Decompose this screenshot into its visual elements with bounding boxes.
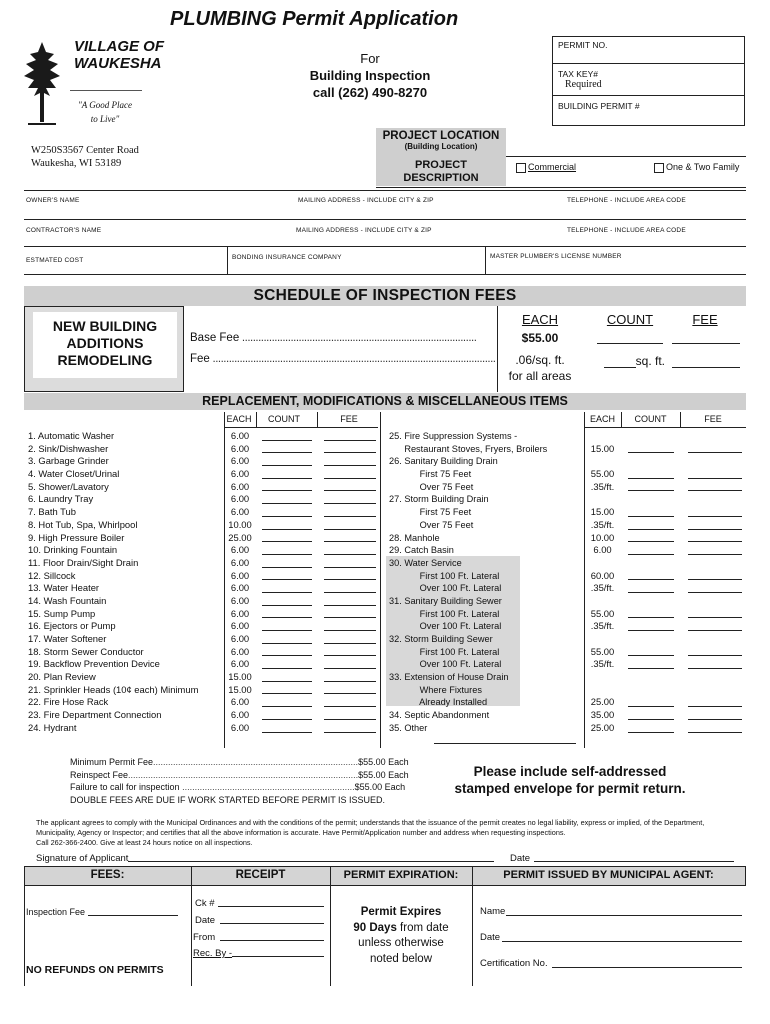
list-item: Already Installed xyxy=(389,697,488,708)
from-field[interactable] xyxy=(220,940,324,941)
permit-number-box xyxy=(552,36,745,126)
tax-key-field[interactable] xyxy=(553,95,744,96)
list-item: First 100 Ft. Lateral xyxy=(389,570,500,581)
list-item: Over 75 Feet xyxy=(389,519,474,530)
fees-header: FEES: xyxy=(90,869,125,881)
base-fee-count-field[interactable] xyxy=(597,343,663,344)
base-fee-value: $55.00 xyxy=(521,331,559,345)
left-each-header: EACH xyxy=(226,414,252,424)
list-item: First 100 Ft. Lateral xyxy=(389,646,500,657)
bonding-company-label: BONDING INSURANCE COMPANY xyxy=(232,254,342,261)
agreement-text: The applicant agrees to comply with the Municipal Ordinances and with the conditions of the permit; understands that the issuance of the permit creates no legal liability, express or implied, of the Department, Municipality, Agency or Inspector; and certifies that all the above information is accurate. Have Permit/Application number and address when requesting inspections. Call 262-366-2400. Give at least 24 hours notice on all inspections. xyxy=(36,818,705,847)
agent-date-field[interactable] xyxy=(502,941,742,942)
list-item: Restaurant Stoves, Fryers, Broilers xyxy=(389,443,548,454)
expiration-header: PERMIT EXPIRATION: xyxy=(343,869,459,881)
left-each-values: 6.00 6.00 6.00 6.00 6.00 6.00 6.00 10.00 25.00 6.00 6.00 6.00 6.00 6.00 6.00 6.00 6.00 6.00 6.00 15.00 15.00 6.00 6.00 6.00 xyxy=(228,430,252,733)
list-item: First 75 Feet xyxy=(389,469,472,480)
schedule-each-header: EACH xyxy=(521,312,559,327)
signature-field[interactable] xyxy=(128,861,494,862)
fee-label: Fee ......................................................................................................... xyxy=(190,353,496,365)
list-item: 23. Fire Department Connection xyxy=(28,709,162,721)
right-count-header: COUNT xyxy=(634,414,667,424)
contractor-row-field[interactable] xyxy=(24,246,746,247)
other-field[interactable] xyxy=(434,743,576,744)
permit-no-field[interactable] xyxy=(553,63,744,64)
list-item: 18. Storm Sewer Conductor xyxy=(28,645,144,657)
left-count-fields[interactable] xyxy=(262,430,312,735)
list-item: 11. Floor Drain/Sight Drain xyxy=(28,556,139,568)
sqft-fee-field[interactable] xyxy=(672,367,740,368)
contractor-name-label: CONTRACTOR'S NAME xyxy=(26,227,102,234)
list-item: Over 75 Feet xyxy=(389,481,474,492)
certification-label: Certification No. xyxy=(480,958,548,969)
form-title: PLUMBING Permit Application xyxy=(170,8,459,30)
receipt-date-field[interactable] xyxy=(220,923,324,924)
list-item: 8. Hot Tub, Spa, Whirlpool xyxy=(28,518,138,530)
list-item: 35. Other xyxy=(389,722,428,733)
list-item: 28. Manhole xyxy=(389,532,440,543)
signature-date-field[interactable] xyxy=(534,861,734,862)
per-sqft-value: .06/sq. ft. for all areas xyxy=(508,353,572,383)
date-label: Date xyxy=(510,853,531,864)
ck-field[interactable] xyxy=(218,906,324,907)
agent-date-label: Date xyxy=(480,932,501,943)
minimum-fees-block: Minimum Permit Fee..................................................................................$55.00 Each Reinspect Fee............................................................................................$55.00 Each Failure to call for inspection .....................................................................$55.00 Each DOUBLE FEES ARE DUE IF WORK STARTED BEFORE PERMIT IS ISSUED. xyxy=(70,757,409,805)
envelope-notice: Please include self-addressed stamped envelope for permit return. xyxy=(454,764,686,796)
owner-name-label: OWNER'S NAME xyxy=(26,197,80,204)
list-item: 7. Bath Tub xyxy=(28,506,76,518)
right-fee-header: FEE xyxy=(704,414,722,424)
list-item: First 100 Ft. Lateral xyxy=(389,608,500,619)
commercial-label: Commercial xyxy=(528,162,577,172)
tax-key-required: Required xyxy=(565,79,602,90)
certification-field[interactable] xyxy=(552,967,742,968)
list-item: Where Fixtures xyxy=(389,684,482,695)
owner-mailing-label: MAILING ADDRESS - INCLUDE CITY & ZIP xyxy=(298,197,434,204)
list-item: 24. Hydrant xyxy=(28,721,77,733)
list-item: 4. Water Closet/Urinal xyxy=(28,468,120,480)
sqft-count-field[interactable]: sq. ft. xyxy=(599,354,665,368)
list-item: 31. Sanitary Building Sewer xyxy=(389,595,502,606)
signature-label: Signature of Applicant xyxy=(36,853,129,864)
from-label: From xyxy=(193,932,216,943)
schedule-count-header: COUNT xyxy=(606,312,654,327)
cost-row-field[interactable] xyxy=(24,274,746,275)
list-item: 20. Plan Review xyxy=(28,671,96,683)
left-items-list xyxy=(28,430,223,735)
list-item: 25. Fire Suppression Systems - xyxy=(389,431,518,441)
left-fee-header: FEE xyxy=(340,414,358,424)
village-address: W250S3567 Center Road Waukesha, WI 53189 xyxy=(31,145,139,169)
right-fee-fields[interactable] xyxy=(688,430,742,735)
department-info: For Building Inspection call (262) 490-8270 xyxy=(309,51,431,100)
list-item: 26. Sanitary Building Drain xyxy=(389,456,498,467)
tree-logo-icon xyxy=(20,38,64,126)
right-each-values: 15.00 55.00 .35/ft. 15.00 .35/ft. 10.00 6.00 60.00 .35/ft. 55.00 .35/ft. 55.00 .35/ft. 25.00 35.00 25.00 xyxy=(590,442,615,733)
project-location-header: PROJECT LOCATION (Building Location) xyxy=(382,130,500,151)
village-name: VILLAGE OF WAUKESHA xyxy=(74,38,164,72)
list-item: 30. Water Service xyxy=(389,557,462,568)
list-item: 19. Backflow Prevention Device xyxy=(28,658,160,670)
list-item: Over 100 Ft. Lateral xyxy=(389,583,502,594)
owner-row-field[interactable] xyxy=(24,219,746,220)
agent-name-field[interactable] xyxy=(506,915,742,916)
receipt-header: RECEIPT xyxy=(235,869,286,881)
list-item: 17. Water Softener xyxy=(28,633,107,644)
list-item: Over 100 Ft. Lateral xyxy=(389,659,502,670)
remodeling-label: REMODELING xyxy=(57,352,153,368)
left-fee-fields[interactable] xyxy=(324,430,376,735)
contractor-telephone-label: TELEPHONE - INCLUDE AREA CODE xyxy=(567,227,686,234)
list-item: 10. Drinking Fountain xyxy=(28,544,118,556)
tax-key-label: TAX KEY# xyxy=(558,69,598,79)
one-two-family-checkbox[interactable] xyxy=(654,163,664,173)
base-fee-fee-field[interactable] xyxy=(672,343,740,344)
ck-label: Ck # xyxy=(195,898,215,909)
right-each-header: EACH xyxy=(589,414,615,424)
list-item: 13. Water Heater xyxy=(28,582,100,594)
agent-name-label: Name xyxy=(480,906,506,917)
village-slogan: "A Good Place to Live" xyxy=(77,100,133,124)
list-item: 14. Wash Fountain xyxy=(28,594,107,606)
list-item: 2. Sink/Dishwasher xyxy=(28,442,109,454)
list-item: Over 100 Ft. Lateral xyxy=(389,621,502,632)
list-item: 34. Septic Abandonment xyxy=(389,710,490,721)
one-two-family-label: One & Two Family xyxy=(666,162,740,172)
list-item: 22. Fire Hose Rack xyxy=(28,696,109,708)
new-building-box xyxy=(24,306,184,392)
list-item: 15. Sump Pump xyxy=(28,607,96,619)
inspection-fee-field[interactable] xyxy=(88,915,178,916)
additions-label: ADDITIONS xyxy=(66,335,144,351)
estimated-cost-label: ESTMATED COST xyxy=(26,257,84,264)
contractor-mailing-label: MAILING ADDRESS - INCLUDE CITY & ZIP xyxy=(296,227,432,234)
right-items-list xyxy=(389,430,584,735)
list-item: 27. Storm Building Drain xyxy=(389,494,489,505)
schedule-title: SCHEDULE OF INSPECTION FEES xyxy=(253,287,517,304)
list-item: 32. Storm Building Sewer xyxy=(389,634,493,644)
right-count-fields[interactable] xyxy=(628,430,674,735)
project-description-header: PROJECT DESCRIPTION xyxy=(403,159,479,184)
list-item: 16. Ejectors or Pump xyxy=(28,620,116,632)
expiration-notice: Permit Expires 90 Days from date unless otherwise noted below xyxy=(353,906,449,965)
list-item: 5. Shower/Lavatory xyxy=(28,480,109,492)
replacement-title: REPLACEMENT, MODIFICATIONS & MISCELLANEOUS ITEMS xyxy=(202,394,568,408)
list-item: First 75 Feet xyxy=(389,507,472,518)
list-item: 3. Garbage Grinder xyxy=(28,455,109,467)
list-item: 6. Laundry Tray xyxy=(28,493,94,505)
list-item: 9. High Pressure Boiler xyxy=(28,531,125,543)
permit-no-label: PERMIT NO. xyxy=(558,40,608,50)
list-item: 12. Sillcock xyxy=(28,569,76,581)
building-permit-label: BUILDING PERMIT # xyxy=(558,101,640,111)
master-plumber-label: MASTER PLUMBER'S LICENSE NUMBER xyxy=(490,253,622,260)
no-refunds: NO REFUNDS ON PERMITS xyxy=(26,964,164,976)
rec-by-field[interactable] xyxy=(232,956,324,957)
inspection-fee-label: Inspection Fee xyxy=(26,907,86,917)
list-item: 29. Catch Basin xyxy=(389,545,454,556)
new-building-label: NEW BUILDING xyxy=(52,318,158,334)
base-fee-label: Base Fee ....................................................................................... xyxy=(190,332,477,344)
list-item: 1. Automatic Washer xyxy=(28,430,115,441)
left-count-header: COUNT xyxy=(268,414,300,424)
receipt-date-label: Date xyxy=(195,915,216,926)
schedule-fee-header: FEE xyxy=(692,312,718,327)
commercial-checkbox[interactable] xyxy=(516,163,526,173)
list-item: 21. Sprinkler Heads (10¢ each) Minimum xyxy=(28,683,199,695)
rec-by-label: Rec. By - xyxy=(193,948,233,959)
issued-header: PERMIT ISSUED BY MUNICIPAL AGENT: xyxy=(503,869,714,881)
owner-telephone-label: TELEPHONE - INCLUDE AREA CODE xyxy=(567,197,686,204)
list-item: 33. Extension of House Drain xyxy=(389,672,509,683)
